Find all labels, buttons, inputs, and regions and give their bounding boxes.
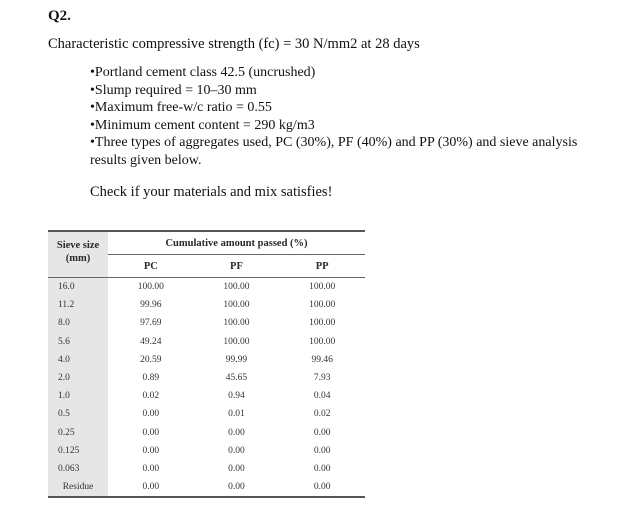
pf-cell: 0.00 [228,427,245,438]
table-row [48,405,365,423]
table-row [48,333,365,351]
pf-cell: 0.00 [228,445,245,456]
table-row [48,314,365,332]
pp-cell: 99.46 [311,354,333,365]
pc-cell: 0.00 [108,478,194,497]
check-instruction: Check if your materials and mix satisfies! [90,184,333,200]
pc-cell: 49.24 [140,336,162,347]
sieve-analysis-table [48,230,365,498]
pp-cell: 0.04 [313,391,331,402]
table-row [48,278,365,297]
pf-cell: 99.99 [225,354,248,365]
table-row [48,369,365,387]
bullet-aggregates: •Three types of aggregates used, PC (30%), PF (40%) and PP (30%) and sieve analysis results given below. [90,135,578,168]
cumulative-passed-header: Cumulative amount passed (%) [108,231,365,255]
question-statement: Characteristic compressive strength (fc) = 30 N/mm2 at 28 days [48,36,420,52]
pc-cell: 99.96 [140,300,162,311]
sieve-size-header [48,231,108,278]
table-row [48,351,365,369]
pf-cell: 100.00 [223,300,250,311]
question-title: Q2. [48,8,71,24]
sieve-size-cell: 16.0 [48,278,108,297]
column-header-pc: PC [108,255,194,278]
sieve-size-cell: 8.0 [48,314,108,332]
pf-cell: 0.94 [228,391,245,402]
sieve-size-cell: 11.2 [48,296,108,314]
bullet-slump: •Slump required = 10–30 mm [90,82,257,98]
sieve-size-cell: 1.0 [48,387,108,405]
pp-cell: 100.00 [309,300,336,311]
pf-cell: 45.65 [225,373,248,384]
sieve-size-cell: 0.5 [48,405,108,423]
bullet-min-cement: •Minimum cement content = 290 kg/m3 [90,117,315,133]
pc-cell: 0.02 [142,391,160,402]
pc-cell: 0.00 [142,409,160,420]
pp-cell: 0.00 [313,463,331,474]
column-header-pf: PF [194,255,280,278]
pc-cell: 97.69 [140,318,162,329]
pf-cell: 0.00 [228,463,245,474]
column-header-pp: PP [279,255,365,278]
sieve-size-cell: 5.6 [48,333,108,351]
pf-cell: 0.01 [228,409,245,420]
sieve-size-cell: 0.063 [48,460,108,478]
pp-cell: 100.00 [309,336,336,347]
pp-cell: 0.00 [279,478,365,497]
sieve-size-cell: 0.25 [48,424,108,442]
table-row [48,442,365,460]
table-row [48,460,365,478]
sieve-size-unit: (mm) [65,253,91,264]
bullet-wc-ratio: •Maximum free-w/c ratio = 0.55 [90,100,272,115]
pc-cell: 0.00 [142,463,160,474]
table-row [48,478,365,497]
pc-cell: 0.00 [142,427,160,438]
pp-cell: 100.00 [309,318,336,329]
bullet-cement-class: •Portland cement class 42.5 (uncrushed) [90,65,316,80]
pp-cell: 0.00 [313,427,331,438]
pp-cell: 7.93 [313,373,331,384]
pc-cell: 0.89 [142,373,160,384]
pp-cell: 0.00 [313,445,331,456]
table-row [48,387,365,405]
pf-cell: 0.00 [194,478,280,497]
sieve-size-cell: 4.0 [48,351,108,369]
sieve-size-cell: 0.125 [48,442,108,460]
pc-cell: 20.59 [140,354,162,365]
table-row [48,424,365,442]
sieve-size-cell: 2.0 [48,369,108,387]
requirements-list [90,64,610,169]
table-row [48,296,365,314]
pp-cell: 0.02 [313,409,331,420]
pc-cell: 0.00 [142,445,160,456]
pc-cell: 100.00 [137,282,164,293]
pf-cell: 100.00 [223,318,250,329]
pf-cell: 100.00 [223,336,250,347]
pp-cell: 100.00 [309,282,336,293]
sieve-size-cell: Residue [48,478,108,497]
pf-cell: 100.00 [223,282,250,293]
sieve-size-label: Sieve size [56,240,100,251]
